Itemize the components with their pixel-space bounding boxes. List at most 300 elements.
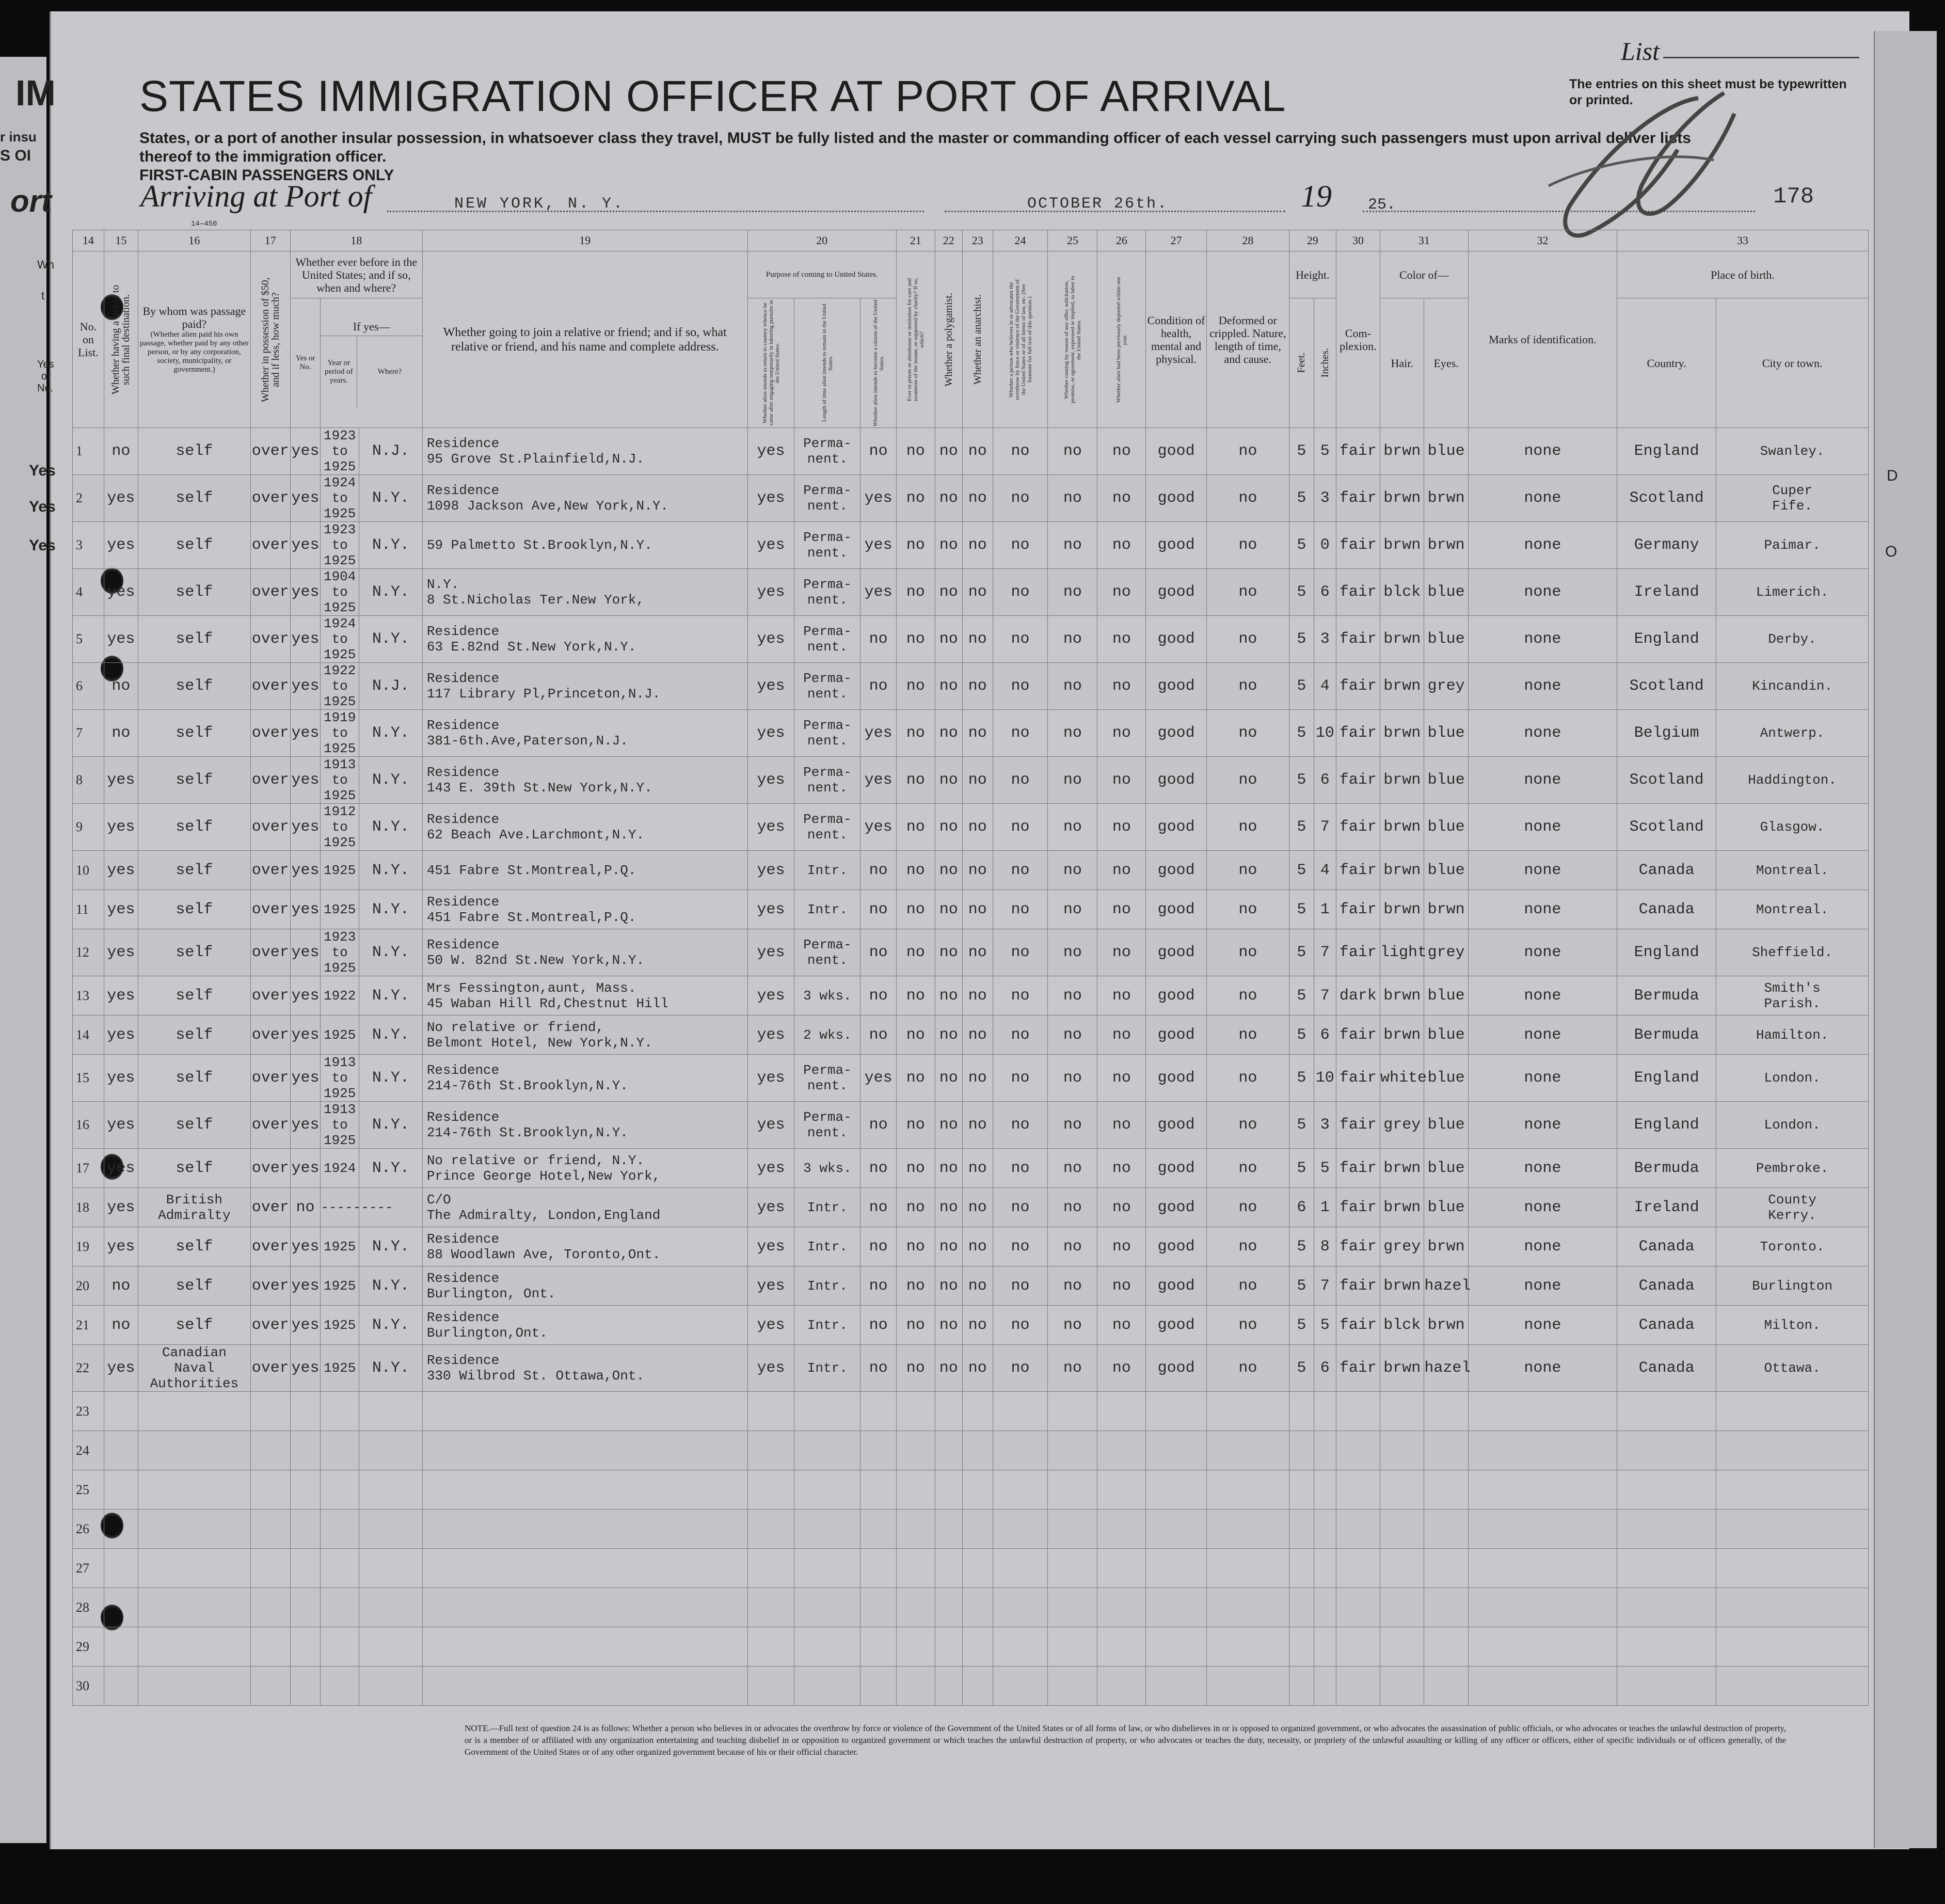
cell-purpose-c: no	[860, 890, 896, 929]
row-number: 15	[73, 1055, 104, 1102]
cell-address	[422, 663, 747, 710]
cell-money: over	[250, 569, 290, 616]
empty-cell	[290, 1470, 321, 1510]
cell-years	[321, 1306, 359, 1345]
table-row	[73, 475, 1869, 522]
cell-purpose-b	[794, 1055, 860, 1102]
cell-years-line: 1925	[323, 862, 356, 878]
cell-where: N.Y.	[359, 710, 423, 757]
cell-paid-line: Canadian	[162, 1345, 227, 1360]
cell-purpose-b	[794, 1016, 860, 1055]
cell-marks: none	[1468, 1149, 1617, 1188]
cell-eyes: blue	[1424, 1055, 1468, 1102]
cell-c26: no	[1097, 1102, 1146, 1149]
cell-purpose-b-line: Intr.	[807, 862, 848, 878]
cell-feet: 5	[1289, 1149, 1314, 1188]
cell-city-line: Pembroke.	[1756, 1160, 1829, 1176]
cell-ticket: yes	[104, 890, 138, 929]
empty-cell	[860, 1510, 896, 1549]
table-row-empty	[73, 1588, 1869, 1627]
cell-c23: no	[962, 929, 993, 976]
cell-purpose-a: yes	[747, 804, 794, 851]
cell-c21: no	[896, 475, 935, 522]
cell-ticket: no	[104, 1266, 138, 1306]
cell-years-line: 1925	[323, 553, 356, 568]
cell-city	[1716, 1306, 1869, 1345]
cell-complexion: dark	[1336, 976, 1380, 1016]
cell-paid: self	[138, 1306, 251, 1345]
cell-country: Canada	[1617, 890, 1716, 929]
cell-years-line: 1925	[323, 960, 356, 976]
cell-purpose-b	[794, 890, 860, 929]
empty-cell	[1617, 1627, 1716, 1667]
cell-c24: no	[993, 929, 1048, 976]
cell-feet: 5	[1289, 569, 1314, 616]
header-inches: Inches.	[1314, 298, 1336, 428]
empty-cell	[1380, 1510, 1424, 1549]
cell-eyes: brwn	[1424, 1227, 1468, 1266]
cell-c21: no	[896, 929, 935, 976]
cell-money: over	[250, 1266, 290, 1306]
empty-cell	[1336, 1470, 1380, 1510]
cell-years-line: 1925	[323, 600, 356, 615]
empty-cell	[1146, 1392, 1206, 1431]
empty-cell	[1048, 1627, 1097, 1667]
cell-c25: no	[1048, 757, 1097, 804]
cell-city-line: Fife.	[1772, 498, 1813, 514]
empty-cell	[1336, 1510, 1380, 1549]
empty-cell	[794, 1392, 860, 1431]
table-row	[73, 1055, 1869, 1102]
cell-purpose-b-line: Perma-	[803, 765, 852, 780]
cell-purpose-c: yes	[860, 475, 896, 522]
empty-cell	[1097, 1588, 1146, 1627]
cell-money: over	[250, 663, 290, 710]
cell-before: yes	[290, 663, 321, 710]
empty-cell	[359, 1431, 423, 1470]
cell-purpose-b-line: nent.	[807, 733, 848, 749]
cell-c26: no	[1097, 757, 1146, 804]
empty-cell	[896, 1431, 935, 1470]
cell-city	[1716, 1055, 1869, 1102]
manifest-rows	[73, 428, 1869, 1706]
cell-c25: no	[1048, 890, 1097, 929]
cell-country: Canada	[1617, 1266, 1716, 1306]
cell-money: over	[250, 890, 290, 929]
cell-years-line: 1913	[323, 757, 356, 772]
row-number: 27	[73, 1549, 104, 1588]
cell-years-line: 1922	[323, 988, 356, 1004]
cell-c21: no	[896, 428, 935, 475]
cell-complexion: fair	[1336, 757, 1380, 804]
cell-c23: no	[962, 475, 993, 522]
header-country: Country.	[1617, 298, 1716, 428]
cell-address-line: 8 St.Nicholas Ter.New York,	[426, 592, 645, 608]
cell-years	[321, 976, 359, 1016]
cell-eyes: blue	[1424, 1102, 1468, 1149]
cell-before: yes	[290, 890, 321, 929]
cell-c21: no	[896, 1149, 935, 1188]
cell-paid: self	[138, 710, 251, 757]
cell-deformed: no	[1206, 616, 1289, 663]
cell-city	[1716, 522, 1869, 569]
cell-money: over	[250, 616, 290, 663]
cell-years-line: 1925	[323, 1317, 356, 1333]
empty-cell	[1617, 1510, 1716, 1549]
empty-cell	[747, 1549, 794, 1588]
cell-c25: no	[1048, 710, 1097, 757]
cell-money: over	[250, 757, 290, 804]
cell-purpose-b-line: Perma-	[803, 530, 852, 545]
cell-where: N.J.	[359, 428, 423, 475]
cell-c21: no	[896, 1055, 935, 1102]
cell-purpose-b-line: Perma-	[803, 483, 852, 498]
cell-c25: no	[1048, 616, 1097, 663]
cell-c23: no	[962, 710, 993, 757]
cell-years-line: to	[331, 584, 348, 600]
cell-c26: no	[1097, 522, 1146, 569]
cell-city-line: Ottawa.	[1764, 1360, 1821, 1376]
empty-cell	[250, 1549, 290, 1588]
cell-c24: no	[993, 1149, 1048, 1188]
header-hair: Hair.	[1380, 298, 1424, 428]
empty-cell	[321, 1588, 359, 1627]
empty-cell	[1424, 1588, 1468, 1627]
cell-c23: no	[962, 976, 993, 1016]
cell-country: Canada	[1617, 1227, 1716, 1266]
cell-health: good	[1146, 1227, 1206, 1266]
cell-address-line: Residence	[426, 1353, 500, 1368]
empty-cell	[1097, 1431, 1146, 1470]
cell-money: over	[250, 475, 290, 522]
cell-years	[321, 1016, 359, 1055]
cell-years-line: 1925	[323, 1133, 356, 1148]
cell-purpose-c: yes	[860, 522, 896, 569]
passenger-manifest-table	[72, 230, 1869, 1706]
empty-cell	[1468, 1667, 1617, 1706]
cell-eyes: grey	[1424, 929, 1468, 976]
table-row	[73, 1188, 1869, 1227]
cell-c25: no	[1048, 428, 1097, 475]
cell-c24: no	[993, 522, 1048, 569]
cell-hair: brwn	[1380, 804, 1424, 851]
cell-purpose-b-line: 2 wks.	[803, 1027, 852, 1043]
typewritten-instruction: The entries on this sheet must be typewritten or printed.	[1569, 77, 1847, 107]
cell-marks: none	[1468, 522, 1617, 569]
cell-address	[422, 1345, 747, 1392]
cell-purpose-a: yes	[747, 616, 794, 663]
cell-c22: no	[935, 1266, 962, 1306]
cell-complexion: fair	[1336, 851, 1380, 890]
row-number: 23	[73, 1392, 104, 1431]
row-number: 5	[73, 616, 104, 663]
header-relative: Whether going to join a relative or friend; and if so, what relative or friend, and his name and complete address.	[422, 251, 747, 428]
cell-purpose-a: yes	[747, 475, 794, 522]
first-cabin-label: FIRST-CABIN PASSENGERS ONLY	[139, 167, 394, 184]
empty-cell	[1146, 1667, 1206, 1706]
empty-cell	[321, 1627, 359, 1667]
cell-c21: no	[896, 890, 935, 929]
header-complexion: Com-plexion.	[1336, 251, 1380, 428]
empty-cell	[993, 1549, 1048, 1588]
empty-cell	[290, 1510, 321, 1549]
cell-purpose-c: yes	[860, 804, 896, 851]
cell-paid: self	[138, 1149, 251, 1188]
cell-eyes: brwn	[1424, 890, 1468, 929]
cell-inches: 7	[1314, 929, 1336, 976]
empty-cell	[104, 1588, 138, 1627]
cell-purpose-a: yes	[747, 976, 794, 1016]
cell-city-line: Swanley.	[1760, 443, 1825, 459]
cell-address	[422, 1227, 747, 1266]
empty-cell	[1336, 1667, 1380, 1706]
cell-purpose-b	[794, 663, 860, 710]
empty-cell	[1048, 1510, 1097, 1549]
cell-address-line: 451 Fabre St.Montreal,P.Q.	[426, 909, 636, 925]
cell-purpose-c: yes	[860, 710, 896, 757]
empty-cell	[1097, 1470, 1146, 1510]
cell-years	[321, 522, 359, 569]
cell-deformed: no	[1206, 1016, 1289, 1055]
empty-cell	[1097, 1549, 1146, 1588]
cell-complexion: fair	[1336, 1188, 1380, 1227]
cell-paid	[138, 1188, 251, 1227]
cell-marks: none	[1468, 757, 1617, 804]
empty-cell	[1424, 1431, 1468, 1470]
empty-cell	[422, 1392, 747, 1431]
column-number: 25	[1048, 230, 1097, 251]
row-number: 3	[73, 522, 104, 569]
empty-cell	[138, 1392, 251, 1431]
cell-purpose-b-line: Intr.	[807, 1317, 848, 1333]
cell-address-line: 117 Library Pl,Princeton,N.J.	[426, 686, 661, 702]
empty-cell	[1097, 1392, 1146, 1431]
cell-money: over	[250, 1227, 290, 1266]
empty-cell	[1716, 1510, 1869, 1549]
cell-ticket: yes	[104, 976, 138, 1016]
table-row	[73, 976, 1869, 1016]
cell-c24: no	[993, 663, 1048, 710]
cell-paid: self	[138, 475, 251, 522]
cell-c25: no	[1048, 1188, 1097, 1227]
table-row	[73, 428, 1869, 475]
cell-c23: no	[962, 890, 993, 929]
cell-paid-line: British	[166, 1192, 222, 1208]
cell-purpose-b	[794, 616, 860, 663]
cell-c21: no	[896, 522, 935, 569]
header-city: City or town.	[1716, 298, 1869, 428]
column-number: 18	[290, 230, 422, 251]
cell-address-line: 45 Waban Hill Rd,Chestnut Hill	[426, 995, 668, 1011]
empty-cell	[1380, 1627, 1424, 1667]
cell-before: yes	[290, 1345, 321, 1392]
cell-address-line: Prince George Hotel,New York,	[426, 1168, 661, 1184]
cell-c23: no	[962, 522, 993, 569]
cell-c23: no	[962, 428, 993, 475]
empty-cell	[1048, 1549, 1097, 1588]
cell-city-line: Toronto.	[1760, 1239, 1825, 1255]
cell-c26: no	[1097, 1227, 1146, 1266]
cell-years-line: 1925	[323, 694, 356, 709]
header-eyes: Eyes.	[1424, 298, 1468, 428]
cell-marks: none	[1468, 1306, 1617, 1345]
cell-city	[1716, 569, 1869, 616]
empty-cell	[794, 1549, 860, 1588]
cell-purpose-b	[794, 1227, 860, 1266]
empty-cell	[794, 1627, 860, 1667]
cell-complexion: fair	[1336, 616, 1380, 663]
cell-where: N.Y.	[359, 475, 423, 522]
left-fragment-line: r insu	[0, 129, 37, 145]
cell-c26: no	[1097, 929, 1146, 976]
cell-c21: no	[896, 1102, 935, 1149]
cell-feet: 5	[1289, 1102, 1314, 1149]
cell-purpose-a: yes	[747, 1306, 794, 1345]
table-row	[73, 1102, 1869, 1149]
cell-years-line: 1925	[323, 647, 356, 662]
cell-before: yes	[290, 428, 321, 475]
cell-health: good	[1146, 616, 1206, 663]
cell-before: yes	[290, 1149, 321, 1188]
cell-address	[422, 475, 747, 522]
cell-ticket: yes	[104, 757, 138, 804]
list-number-line	[1663, 57, 1859, 58]
empty-cell	[747, 1588, 794, 1627]
empty-cell	[993, 1510, 1048, 1549]
cell-city	[1716, 976, 1869, 1016]
cell-deformed: no	[1206, 976, 1289, 1016]
cell-purpose-b	[794, 710, 860, 757]
header-col26: Whether alien had been previously deported within one year.	[1097, 251, 1146, 428]
cell-marks: none	[1468, 1102, 1617, 1149]
empty-cell	[1468, 1470, 1617, 1510]
cell-c26: no	[1097, 1016, 1146, 1055]
row-number: 9	[73, 804, 104, 851]
cell-before: yes	[290, 929, 321, 976]
empty-cell	[1314, 1549, 1336, 1588]
cell-c26: no	[1097, 616, 1146, 663]
cell-c26: no	[1097, 663, 1146, 710]
table-row-empty	[73, 1510, 1869, 1549]
cell-where: N.Y.	[359, 1149, 423, 1188]
empty-cell	[993, 1470, 1048, 1510]
cell-health: good	[1146, 1055, 1206, 1102]
cell-marks: none	[1468, 804, 1617, 851]
column-number: 22	[935, 230, 962, 251]
cell-deformed: no	[1206, 1266, 1289, 1306]
empty-cell	[1716, 1627, 1869, 1667]
empty-cell	[794, 1510, 860, 1549]
cell-feet: 5	[1289, 851, 1314, 890]
column-number: 31	[1380, 230, 1469, 251]
cell-c24: no	[993, 569, 1048, 616]
empty-cell	[896, 1470, 935, 1510]
cell-country: England	[1617, 616, 1716, 663]
empty-cell	[250, 1431, 290, 1470]
page-number: 178	[1773, 184, 1814, 210]
cell-years-line: to	[331, 1070, 348, 1086]
empty-cell	[1097, 1627, 1146, 1667]
empty-cell	[1380, 1667, 1424, 1706]
cell-eyes: hazel	[1424, 1345, 1468, 1392]
cell-marks: none	[1468, 1345, 1617, 1392]
empty-cell	[1716, 1470, 1869, 1510]
cell-c25: no	[1048, 1227, 1097, 1266]
cell-paid: self	[138, 890, 251, 929]
empty-cell	[1289, 1392, 1314, 1431]
cell-purpose-b-line: 3 wks.	[803, 988, 852, 1004]
cell-city	[1716, 1266, 1869, 1306]
empty-cell	[104, 1667, 138, 1706]
empty-cell	[290, 1588, 321, 1627]
row-number: 10	[73, 851, 104, 890]
cell-ticket: no	[104, 428, 138, 475]
empty-cell	[1048, 1470, 1097, 1510]
cell-deformed: no	[1206, 522, 1289, 569]
empty-cell	[1617, 1431, 1716, 1470]
cell-before: yes	[290, 1306, 321, 1345]
cell-feet: 5	[1289, 663, 1314, 710]
cell-before: yes	[290, 757, 321, 804]
left-fragment-line: S OI	[0, 147, 31, 164]
cell-purpose-c: no	[860, 929, 896, 976]
cell-c21: no	[896, 1227, 935, 1266]
empty-cell	[138, 1470, 251, 1510]
cell-c22: no	[935, 522, 962, 569]
empty-cell	[1380, 1588, 1424, 1627]
cell-c24: no	[993, 1227, 1048, 1266]
cell-eyes: blue	[1424, 428, 1468, 475]
cell-c26: no	[1097, 1188, 1146, 1227]
cell-before: no	[290, 1188, 321, 1227]
cell-feet: 5	[1289, 710, 1314, 757]
cell-c23: no	[962, 616, 993, 663]
cell-address-line: Residence	[426, 1231, 500, 1247]
cell-years-line: 1904	[323, 569, 356, 584]
cell-before: yes	[290, 1266, 321, 1306]
cell-c21: no	[896, 663, 935, 710]
cell-city-line: Kincandin.	[1752, 678, 1833, 694]
cell-c21: no	[896, 757, 935, 804]
header-col21: Ever in prison or almshouse or institution for care and treatment of the insane, or supported by charity? If so, which?	[896, 251, 935, 428]
cell-country: Canada	[1617, 851, 1716, 890]
column-number-row	[73, 230, 1869, 251]
cell-address	[422, 890, 747, 929]
cell-country: England	[1617, 1055, 1716, 1102]
empty-cell	[359, 1627, 423, 1667]
empty-cell	[1206, 1431, 1289, 1470]
cell-purpose-c: no	[860, 1102, 896, 1149]
cell-inches: 3	[1314, 1102, 1336, 1149]
empty-cell	[935, 1667, 962, 1706]
cell-eyes: blue	[1424, 1188, 1468, 1227]
cell-years-line: to	[331, 678, 348, 694]
cell-years	[321, 804, 359, 851]
cell-marks: none	[1468, 428, 1617, 475]
cell-c23: no	[962, 1016, 993, 1055]
cell-where: N.Y.	[359, 1016, 423, 1055]
cell-where: N.Y.	[359, 616, 423, 663]
cell-purpose-a: yes	[747, 1345, 794, 1392]
cell-paid: self	[138, 1055, 251, 1102]
cell-years-line: 1925	[323, 835, 356, 850]
cell-inches: 7	[1314, 976, 1336, 1016]
cell-before: yes	[290, 710, 321, 757]
empty-cell	[250, 1392, 290, 1431]
cell-deformed: no	[1206, 757, 1289, 804]
row-number: 11	[73, 890, 104, 929]
empty-cell	[1289, 1510, 1314, 1549]
